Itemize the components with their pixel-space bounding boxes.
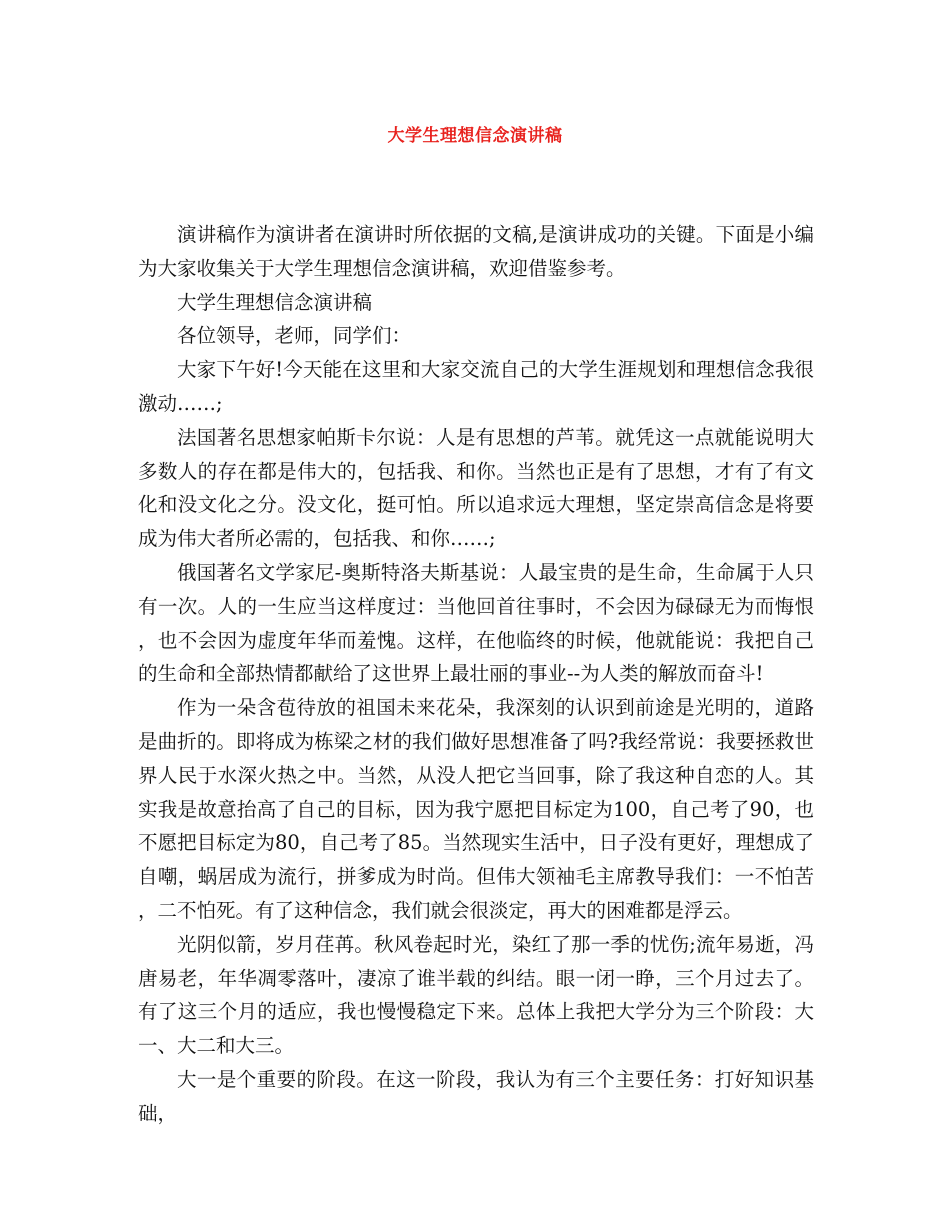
paragraph-ideals: 作为一朵含苞待放的祖国未来花朵，我深刻的认识到前途是光明的，道路是曲折的。即将成为栋梁之材的我们做好思想准备了吗?我经常说：我要拯救世界人民于水深火热之中。当然，从没人把它当回事，除了我这种自恋的人。其实我是故意抬高了自己的目标，因为我宁愿把目标定为100，自己考了90，也不愿把目标定为80，自己考了85。当然现实生活中，日子没有更好，理想成了自嘲，蜗居成为流行，拼爹成为时尚。但伟大领袖毛主席教导我们：一不怕苦，二不怕死。有了这种信念，我们就会很淡定，再大的困难都是浮云。 — [138, 696, 814, 922]
paragraph-time: 光阴似箭，岁月荏苒。秋风卷起时光，染红了那一季的忧伤;流年易逝，冯唐易老，年华凋零落叶，凄凉了谁半载的纠结。眼一闭一睁，三个月过去了。有了这三个月的适应，我也慢慢稳定下来。总体上我把大学分为三个阶段：大一、大二和大三。 — [138, 932, 814, 1058]
document-body — [138, 218, 814, 1131]
paragraph-ostrovsky: 俄国著名文学家尼-奥斯特洛夫斯基说：人最宝贵的是生命，生命属于人只有一次。人的一生应当这样度过：当他回首往事时，不会因为碌碌无为而悔恨，也不会因为虚度年华而羞愧。这样，在他临终的时候，他就能说：我把自己的生命和全部热情都献给了这世界上最壮丽的事业--为人类的解放而奋斗! — [138, 560, 814, 686]
paragraph-freshman: 大一是个重要的阶段。在这一阶段，我认为有三个主要任务：打好知识基础， — [138, 1067, 814, 1125]
paragraph-subtitle: 大学生理想信念演讲稿 — [177, 290, 373, 314]
paragraph-greeting: 大家下午好!今天能在这里和大家交流自己的大学生涯规划和理想信念我很激动……; — [138, 358, 814, 415]
paragraph-pascal: 法国著名思想家帕斯卡尔说：人是有思想的芦苇。就凭这一点就能说明大多数人的存在都是伟大的，包括我、和你。当然也正是有了思想，才有了有文化和没文化之分。没文化，挺可怕。所以追求远大理想，坚定崇高信念是将要成为伟大者所必需的，包括我、和你……; — [138, 425, 814, 551]
paragraph-intro: 演讲稿作为演讲者在演讲时所依据的文稿,是演讲成功的关键。下面是小编为大家收集关于大学生理想信念演讲稿，欢迎借鉴参考。 — [138, 223, 814, 280]
document-title: 大学生理想信念演讲稿 — [387, 126, 563, 146]
paragraph-salutation: 各位领导，老师，同学们： — [177, 324, 412, 348]
